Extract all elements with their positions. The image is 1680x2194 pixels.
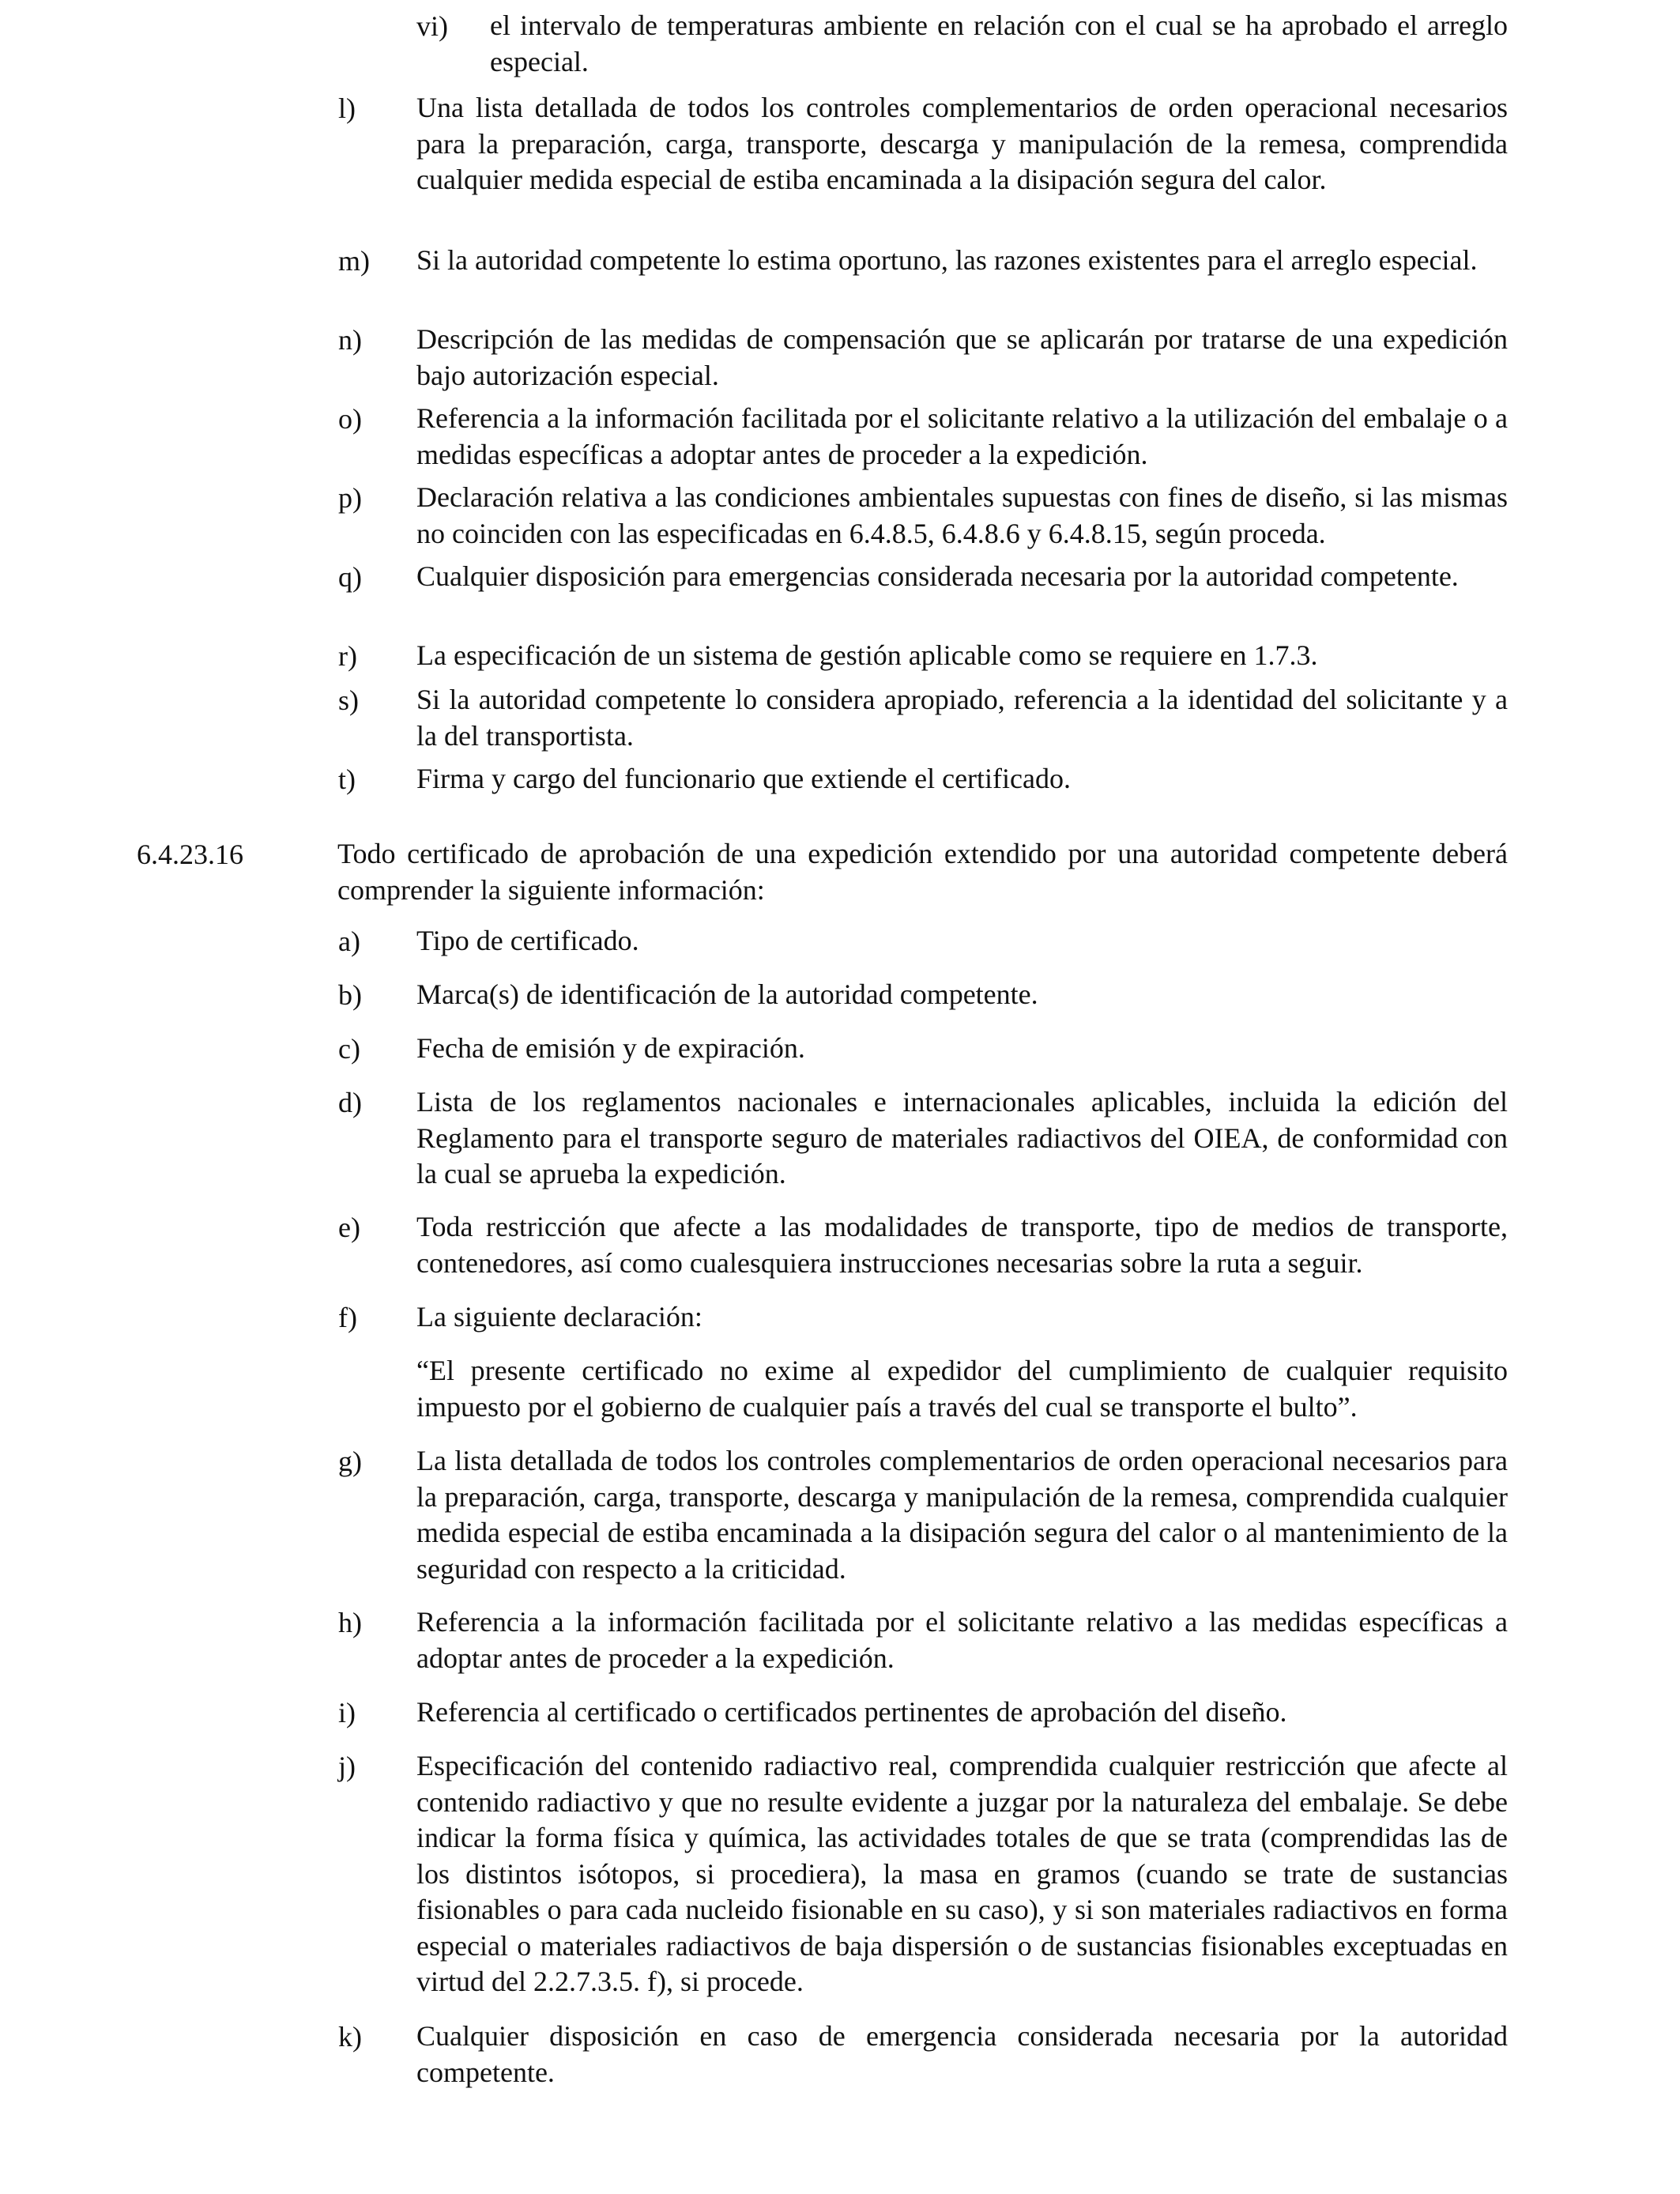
item-text-b: Marca(s) de identificación de la autoridad competente. xyxy=(416,978,1038,1010)
item-text-f: La siguiente declaración: xyxy=(416,1301,703,1333)
item-text-t: Firma y cargo del funcionario que extiende el certificado. xyxy=(416,763,1071,794)
item-label-p: p) xyxy=(338,482,362,514)
item-text-h: Referencia a la información facilitada por el solicitante relativo a las medidas específicas a adoptar antes de proceder a la expedición. xyxy=(416,1606,1508,1674)
item-text-s: Si la autoridad competente lo considera apropiado, referencia a la identidad del solicitante y a la del transportista. xyxy=(416,684,1508,752)
item-text-j: Especificación del contenido radiactivo real, comprendida cualquier restricción que afecte al contenido radiactivo y que no resulte evidente a juzgar por la naturaleza del embalaje. Se debe indicar la forma física y química, las actividades totales de que se trata (comprendidas las de los distintos isótopos, si procediera), la masa en gramos (cuando se trate de sustancias fisionables o para cada nucleido fisionable en su caso), y si son materiales radiactivos en forma especial o materiales radiactivos de baja dispersión o de sustancias fisionables exceptuadas en virtud del 2.2.7.3.5. f), si procede. xyxy=(416,1750,1508,1997)
item-text-n: Descripción de las medidas de compensación que se aplicarán por tratarse de una expedición bajo autorización especial. xyxy=(416,323,1508,391)
item-label-g: g) xyxy=(338,1446,362,1477)
item-text-m: Si la autoridad competente lo estima oportuno, las razones existentes para el arreglo especial. xyxy=(416,244,1478,276)
item-label-l: l) xyxy=(338,92,356,124)
item-label-vi: vi) xyxy=(416,10,448,42)
item-label-o: o) xyxy=(338,403,362,435)
item-label-f: f) xyxy=(338,1302,357,1333)
section-intro: Todo certificado de aprobación de una expedición extendido por una autoridad competente deberá comprender la siguiente información: xyxy=(337,838,1508,906)
item-label-i: i) xyxy=(338,1697,356,1728)
item-label-h: h) xyxy=(338,1607,362,1638)
item-text-c: Fecha de emisión y de expiración. xyxy=(416,1032,805,1064)
item-text-vi: el intervalo de temperaturas ambiente en relación con el cual se ha aprobado el arreglo especial. xyxy=(490,9,1508,77)
item-label-d: d) xyxy=(338,1087,362,1118)
item-text-q: Cualquier disposición para emergencias considerada necesaria por la autoridad competente. xyxy=(416,560,1459,592)
item-label-q: q) xyxy=(338,561,362,593)
item-label-s: s) xyxy=(338,684,359,716)
item-text-r: La especificación de un sistema de gestión aplicable como se requiere en 1.7.3. xyxy=(416,639,1318,671)
item-text-p: Declaración relativa a las condiciones ambientales supuestas con fines de diseño, si las mismas no coinciden con las especificadas en 6.4.8.5, 6.4.8.6 y 6.4.8.15, según proceda. xyxy=(416,481,1508,549)
item-text-a: Tipo de certificado. xyxy=(416,925,639,956)
item-text-o: Referencia a la información facilitada por el solicitante relativo a la utilización del embalaje o a medidas específicas a adoptar antes de proceder a la expedición. xyxy=(416,402,1508,470)
item-text-i: Referencia al certificado o certificados pertinentes de aprobación del diseño. xyxy=(416,1696,1287,1728)
item-text-e: Toda restricción que afecte a las modalidades de transporte, tipo de medios de transporte, contenedores, así como cualesquiera instrucciones necesarias sobre la ruta a seguir. xyxy=(416,1211,1508,1279)
item-label-j: j) xyxy=(338,1751,356,1782)
item-label-m: m) xyxy=(338,245,370,277)
item-label-c: c) xyxy=(338,1033,360,1065)
item-label-e: e) xyxy=(338,1212,360,1243)
item-text-k: Cualquier disposición en caso de emergencia considerada necesaria por la autoridad competente. xyxy=(416,2020,1508,2088)
item-label-a: a) xyxy=(338,925,360,957)
item-label-b: b) xyxy=(338,979,362,1011)
item-label-t: t) xyxy=(338,763,356,795)
declaration-quote: “El presente certificado no exime al expedidor del cumplimiento de cualquier requisito impuesto por el gobierno de cualquier país a través del cual se transporte el bulto”. xyxy=(416,1355,1508,1423)
item-label-n: n) xyxy=(338,324,362,356)
item-text-d: Lista de los reglamentos nacionales e internacionales aplicables, incluida la edición del Reglamento para el transporte seguro de materiales radiactivos del OIEA, de conformidad con la cual se aprueba la expedición. xyxy=(416,1086,1508,1189)
item-text-g: La lista detallada de todos los controles complementarios de orden operacional necesarios para la preparación, carga, transporte, descarga y manipulación de la remesa, comprendida cualquier medida especial de estiba encaminada a la disipación segura del calor o al mantenimiento de la seguridad con respecto a la criticidad. xyxy=(416,1445,1508,1585)
item-label-k: k) xyxy=(338,2021,362,2053)
item-label-r: r) xyxy=(338,640,357,672)
item-text-l: Una lista detallada de todos los controles complementarios de orden operacional necesarios para la preparación, carga, transporte, descarga y manipulación de la remesa, comprendida cualquier medida especial de estiba encaminada a la disipación segura del calor. xyxy=(416,92,1508,195)
section-number: 6.4.23.16 xyxy=(137,839,243,870)
